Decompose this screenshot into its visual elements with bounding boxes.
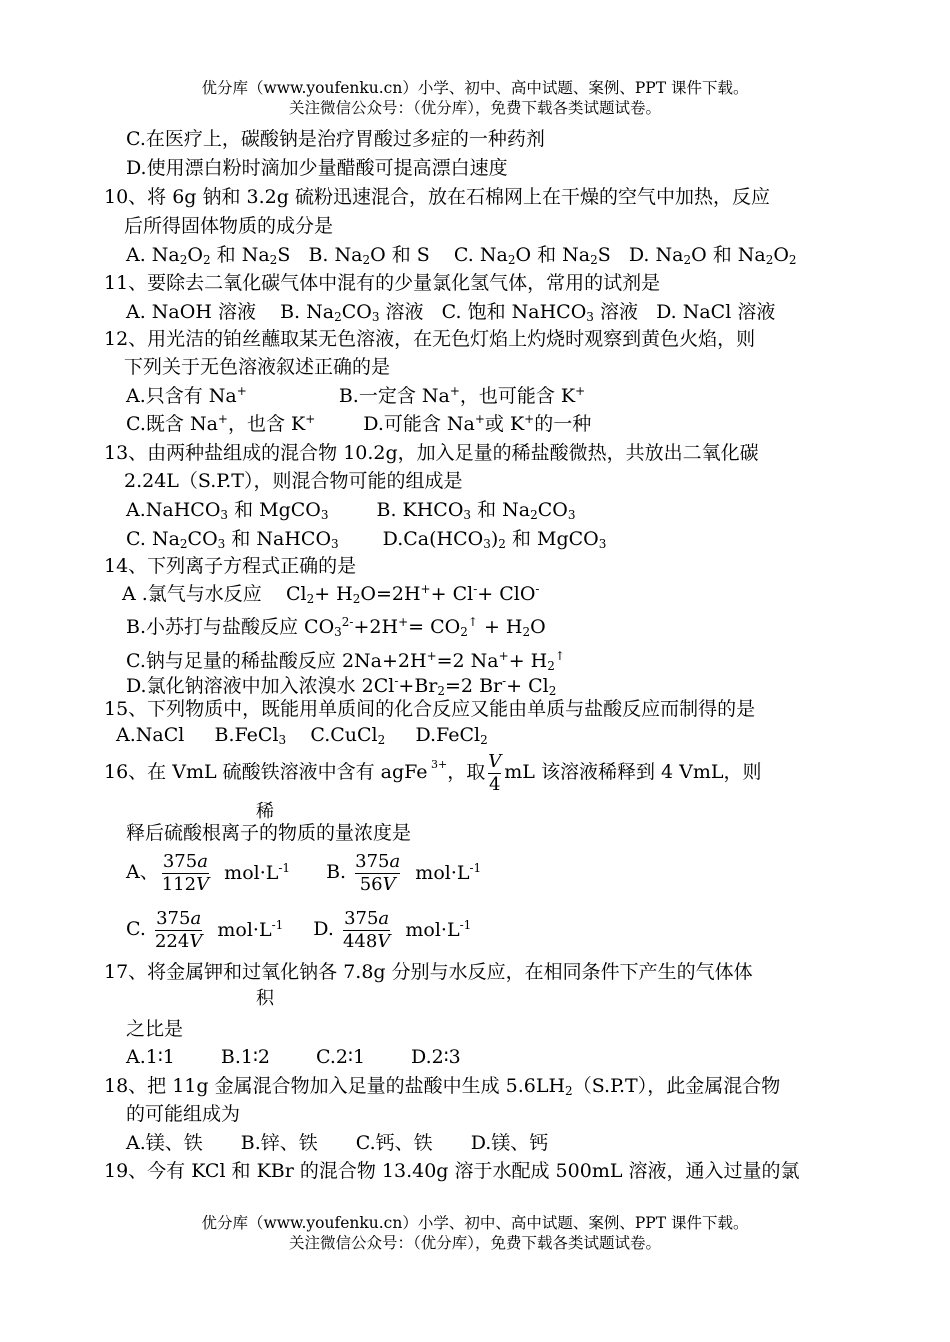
- q12-options-cd: C.既含 Na+，也含 K+ D.可能含 Na+或 K+的一种: [126, 412, 592, 435]
- q11-options: A. NaOH 溶液 B. $Na_2CO_3$ 溶液 C. 饱和 NaHCO$_3$ 溶液 D. NaCl 溶液: [126, 301, 776, 324]
- q12-stem-2: 下列关于无色溶液叙述正确的是: [124, 356, 391, 378]
- q13-stem-1: 13、由两种盐组成的混合物 10.2g，加入足量的稀盐酸微热，共放出二氧化碳: [104, 442, 759, 464]
- q12-options-ab: A.只含有 Na+ B.一定含 Na+，也可能含 K+: [126, 384, 586, 407]
- q17-ji-char: 积: [256, 988, 274, 1009]
- q16-stem-1: 16、在 VmL 硫酸铁溶液中含有 agFe $^{3+}$，取 $\frac{V}{4}$ mL 该溶液稀释到 4 VmL，则: [104, 750, 762, 795]
- q10-stem-2: 后所得固体物质的成分是: [124, 215, 334, 237]
- q17-options: A.1∶1 B.1∶2 C.2∶1 D.2∶3: [126, 1046, 461, 1068]
- q18-stem-1: 18、把 11g 金属混合物加入足量的盐酸中生成 $5.6LH_2(S.P.T)$，此金属混合物: [104, 1075, 781, 1098]
- q11-stem: 11、要除去二氧化碳气体中混有的少量氯化氢气体，常用的试剂是: [104, 272, 661, 294]
- q17-stem-2: 之比是: [126, 1018, 184, 1040]
- q10-stem-1: 10、将 6g 钠和 3.2g 硫粉迅速混合，放在石棉网上在干燥的空气中加热，反应: [104, 186, 770, 208]
- q14-option-b: B.小苏打与盐酸反应 $CO_3^{2-}+2H^+= CO_2^↑ + H_2O$: [126, 615, 546, 639]
- q15-options: A.NaCl B.FeCl$_3$ C.CuCl$_2$ D.FeCl$_2$: [116, 724, 488, 747]
- q10-options: A. $Na_2O_2$ 和 $Na_2S$ B. $Na_2O$ 和 S C. $Na_2O$ 和 $Na_2S$ D. $Na_2O$ 和 $Na_2O_2$: [126, 244, 797, 267]
- q13-options-cd: C. $Na_2CO_3$ 和 NaHCO$_3$ $D.Ca(HCO_3)_2$ 和 MgCO$_3$: [126, 528, 607, 551]
- q14-option-d: D.氯化钠溶液中加入浓溴水 $2Cl^-+Br_2=2$ $Br^-+ Cl_2$: [126, 674, 557, 698]
- q18-stem-2: 的可能组成为: [126, 1103, 241, 1125]
- q16-options-ab: A、 $\frac{375a}{112V}$ $mol\cdot L^{-1}$ B. $\frac{375a}{56V}$ $mol\cdot L^{-1}$: [126, 850, 482, 895]
- footer-line-2: 关注微信公众号：（优分库），免费下载各类试题试卷。: [288, 1234, 661, 1252]
- q12-stem-1: 12、用光洁的铂丝蘸取某无色溶液，在无色灯焰上灼烧时观察到黄色火焰，则: [104, 328, 756, 350]
- q18-options: A.镁、铁 B.锌、铁 C.钙、铁 D.镁、钙: [126, 1132, 549, 1154]
- q17-stem-1: 17、将金属钾和过氧化钠各 7.8g 分别与水反应，在相同条件下产生的气体体: [104, 961, 753, 983]
- q14-option-c: C.钠与足量的稀盐酸反应 2Na+2H+=2 $Na^++ H_2^↑$: [126, 649, 565, 673]
- q15-stem: 15、下列物质中，既能用单质间的化合反应又能由单质与盐酸反应而制得的是: [104, 698, 756, 720]
- q16-xi-char: 稀: [256, 801, 274, 822]
- q19-stem: 19、今有 KCl 和 KBr 的混合物 13.40g 溶于水配成 500mL 溶液，通入过量的氯: [104, 1160, 800, 1182]
- header-line-1: 优分库（www.youfenku.cn）小学、初中、高中试题、案例、PPT 课件下载。: [201, 79, 749, 97]
- q13-options-ab: A.NaHCO$_3$ 和 MgCO$_3$ B. $KHCO_3$ 和 $Na_2CO_3$: [126, 499, 576, 522]
- q9-option-c: C.在医疗上，碳酸钠是治疗胃酸过多症的一种药剂: [126, 128, 545, 150]
- q13-stem-2: 2.24L（S.P.T），则混合物可能的组成是: [124, 470, 463, 492]
- q9-option-d: D.使用漂白粉时滴加少量醋酸可提高漂白速度: [126, 157, 508, 179]
- header-line-2: 关注微信公众号：（优分库），免费下载各类试题试卷。: [288, 99, 661, 117]
- q14-stem: 14、下列离子方程式正确的是: [104, 555, 357, 577]
- q14-option-a: A .氯气与水反应 $Cl_2+ H_2O=2H^++ Cl^-+ ClO^-$: [122, 582, 540, 606]
- q16-stem-2: 释后硫酸根离子的物质的量浓度是: [126, 822, 412, 844]
- q16-options-cd: C. $\frac{375a}{224V}$ $mol\cdot L^{-1}$ D. $\frac{375a}{448V}$ $mol\cdot L^{-1}$: [126, 907, 472, 952]
- footer-line-1: 优分库（www.youfenku.cn）小学、初中、高中试题、案例、PPT 课件下载。: [201, 1214, 749, 1232]
